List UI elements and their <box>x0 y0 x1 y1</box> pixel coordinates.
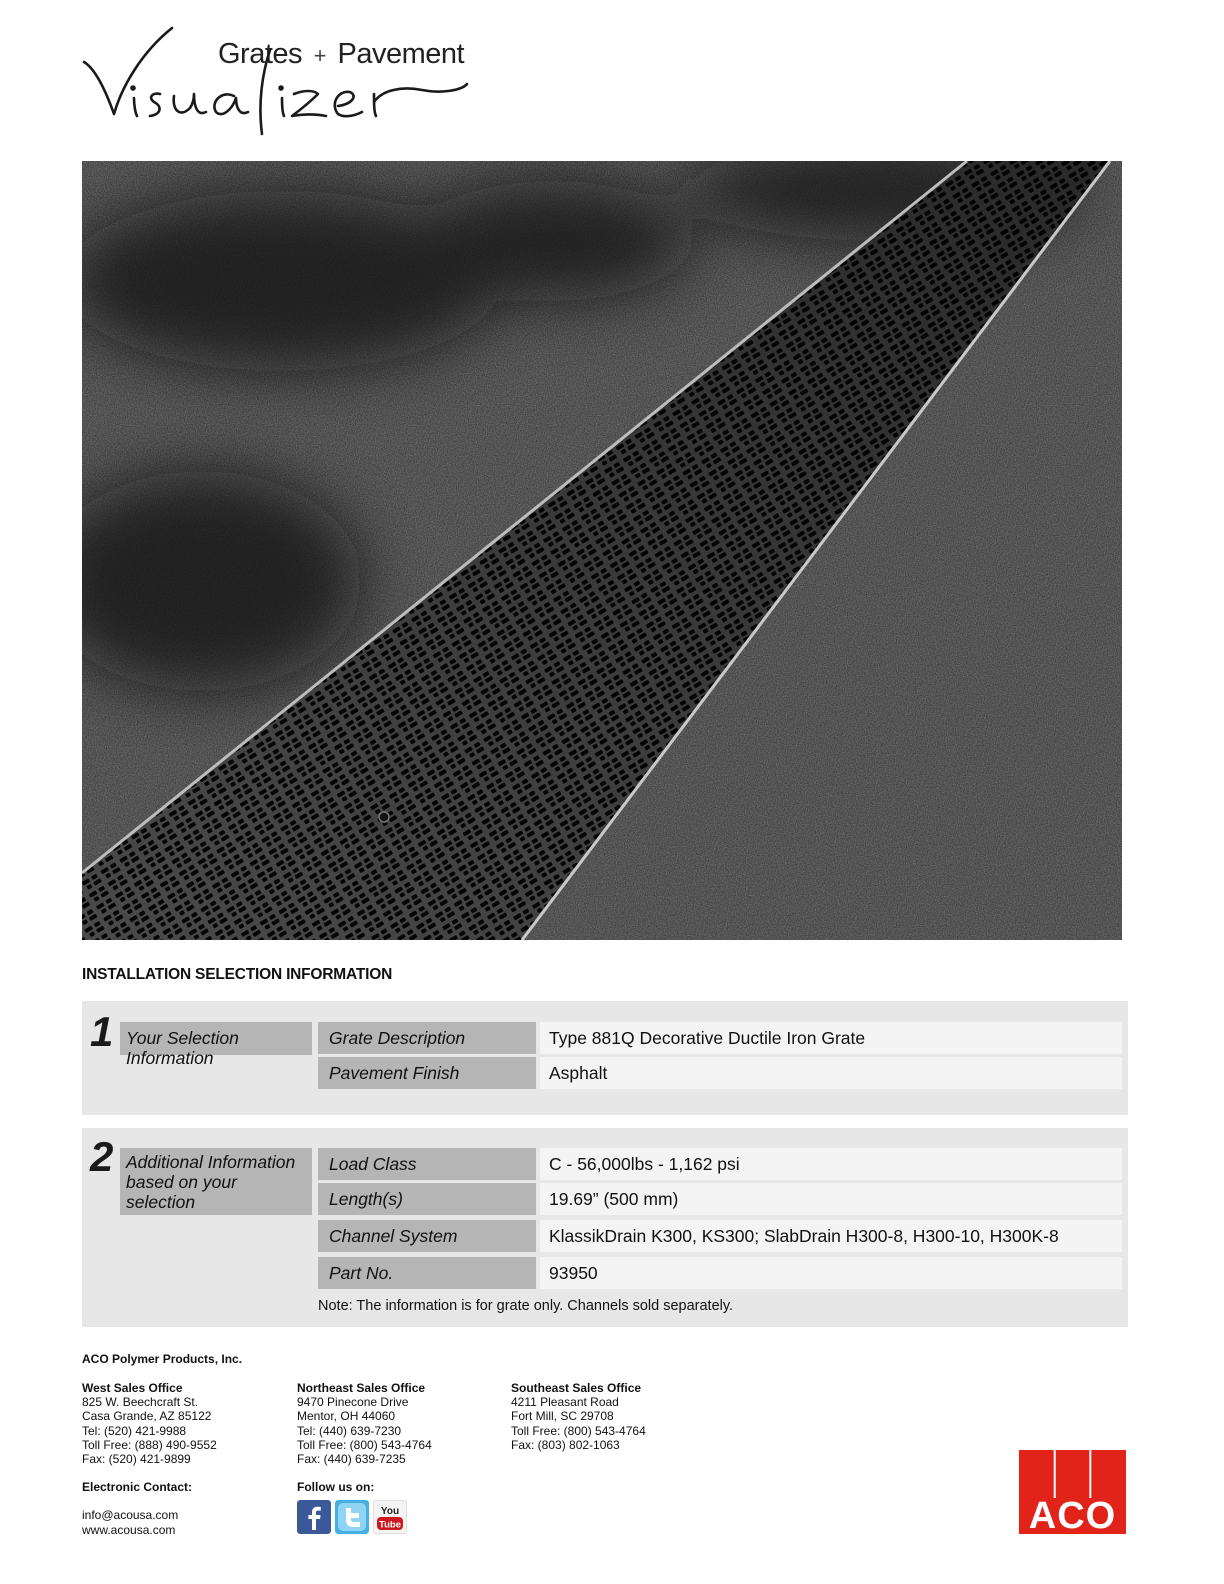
office-line: Toll Free: (800) 543-4764 <box>297 1437 432 1452</box>
logo-subtitle-pavement: Pavement <box>337 38 465 70</box>
grate-only-note: Note: The information is for grate only. Channels sold separately. <box>318 1298 734 1314</box>
office-line: 9470 Pinecone Drive <box>297 1395 409 1410</box>
electronic-contact <box>82 1508 178 1537</box>
row-value: 93950 <box>540 1257 1122 1289</box>
row-value: C - 56,000lbs - 1,162 psi <box>540 1148 1122 1180</box>
logo-wordmark-script <box>82 24 482 142</box>
row-value: Asphalt <box>540 1057 1122 1089</box>
row-value: 19.69” (500 mm) <box>540 1183 1122 1215</box>
aco-logo <box>1019 1450 1126 1534</box>
additional-info-label <box>120 1148 312 1215</box>
svg-text:You: You <box>380 1506 400 1517</box>
office-line: Casa Grande, AZ 85122 <box>82 1409 212 1424</box>
office-line: Fax: (440) 639-7235 <box>297 1452 406 1467</box>
office-line: Tel: (520) 421-9988 <box>82 1423 187 1438</box>
office-line: Tel: (440) 639-7230 <box>297 1423 402 1438</box>
visualizer-logo <box>82 24 482 142</box>
row-key: Length(s) <box>318 1183 536 1215</box>
northeast-sales-office <box>297 1381 432 1466</box>
row-part-no <box>318 1257 1122 1289</box>
office-line: 4211 Pleasant Road <box>511 1395 619 1410</box>
office-title: Southeast Sales Office <box>511 1381 642 1395</box>
west-sales-office <box>82 1381 217 1466</box>
additional-info-label-line1: Additional Information <box>126 1152 296 1172</box>
selection-info-label: Your Selection Information <box>120 1022 312 1055</box>
office-line: Fax: (803) 802-1063 <box>511 1437 620 1452</box>
additional-info-panel <box>82 1128 1128 1327</box>
step-number-2: 2 <box>90 1133 114 1180</box>
step-number-1: 1 <box>90 1008 114 1055</box>
company-name: ACO Polymer Products, Inc. <box>82 1352 243 1366</box>
twitter-icon[interactable] <box>335 1500 369 1534</box>
office-title: Northeast Sales Office <box>297 1381 426 1395</box>
office-line: Fax: (520) 421-9899 <box>82 1452 191 1467</box>
website-link[interactable]: www.acousa.com <box>82 1522 176 1537</box>
logo-subtitle-grates: Grates <box>218 38 303 70</box>
electronic-contact-title: Electronic Contact: <box>82 1480 193 1494</box>
southeast-sales-office <box>511 1381 646 1452</box>
office-line: 825 W. Beechcraft St. <box>82 1395 199 1410</box>
row-key: Grate Description <box>318 1022 536 1054</box>
aco-logo-text: ACO <box>1028 1495 1117 1534</box>
row-value: Type 881Q Decorative Ductile Iron Grate <box>540 1022 1122 1054</box>
svg-text:Tube: Tube <box>379 1519 401 1531</box>
additional-info-label-line2: based on your selection <box>126 1172 237 1212</box>
row-key: Part No. <box>318 1257 536 1289</box>
office-line: Fort Mill, SC 29708 <box>511 1409 614 1424</box>
office-line: Toll Free: (800) 543-4764 <box>511 1423 646 1438</box>
row-lengths <box>318 1183 1122 1215</box>
selection-info-panel <box>82 1001 1128 1115</box>
office-title: West Sales Office <box>82 1381 183 1395</box>
row-key: Pavement Finish <box>318 1057 536 1089</box>
hero-image-grate-in-asphalt <box>82 161 1122 940</box>
facebook-icon[interactable] <box>297 1500 331 1534</box>
logo-subtitle-plus: + <box>313 43 326 68</box>
section-title: INSTALLATION SELECTION INFORMATION <box>82 966 393 983</box>
row-value: KlassikDrain K300, KS300; SlabDrain H300-8, H300-10, H300K-8 <box>540 1220 1122 1252</box>
office-line: Mentor, OH 44060 <box>297 1409 396 1424</box>
row-channel-system <box>318 1220 1122 1252</box>
email-link[interactable]: info@acousa.com <box>82 1508 179 1522</box>
row-key: Channel System <box>318 1220 536 1252</box>
youtube-icon[interactable] <box>373 1500 407 1534</box>
row-load-class <box>318 1148 1122 1180</box>
social-links <box>297 1500 407 1534</box>
row-pavement-finish <box>318 1057 1122 1089</box>
row-key: Load Class <box>318 1148 536 1180</box>
office-line: Toll Free: (888) 490-9552 <box>82 1437 217 1452</box>
follow-us-title: Follow us on: <box>297 1480 375 1494</box>
row-grate-description <box>318 1022 1122 1054</box>
